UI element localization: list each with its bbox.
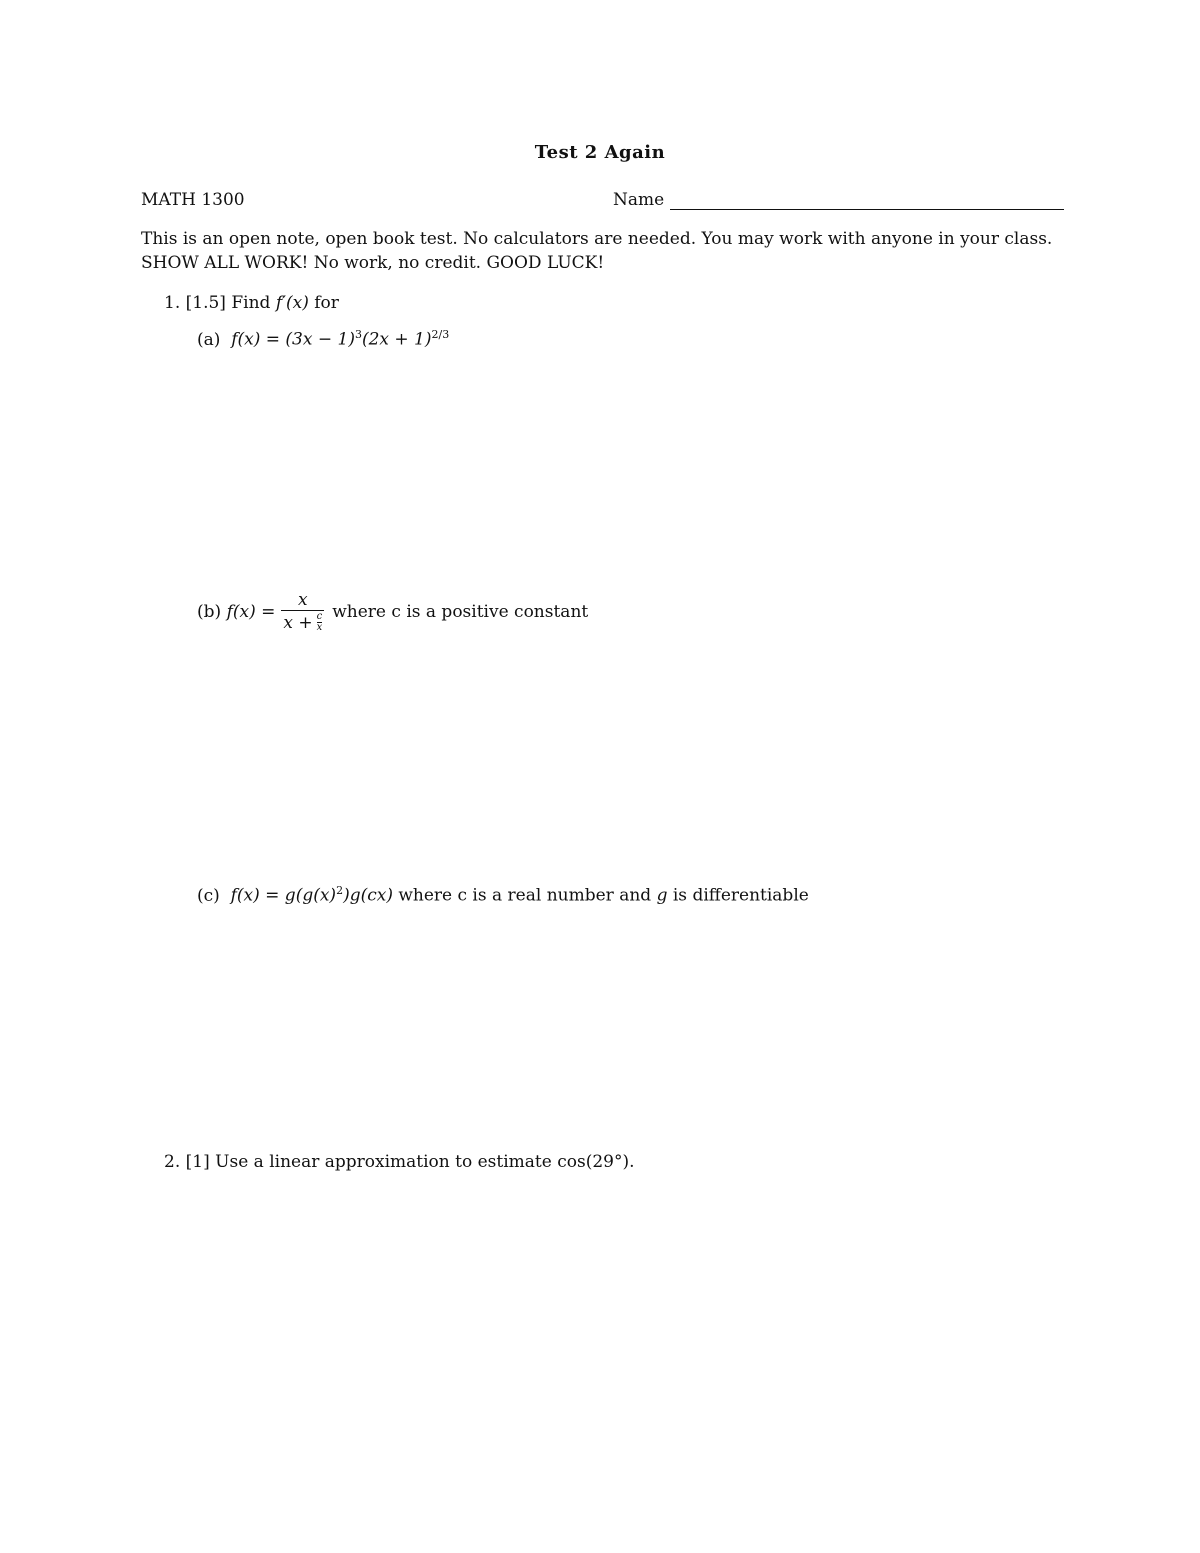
instructions-line-1: This is an open note, open book test. No calculators are needed. You may work with anyone in your class. <box>141 229 1053 249</box>
part-expression-rest: )g(cx) <box>343 885 393 906</box>
part-label: (a) <box>197 329 221 350</box>
part-trailing-variable: g <box>656 885 668 906</box>
question-2 <box>164 1152 635 1172</box>
part-expression-lhs: f(x) = <box>226 601 276 622</box>
exponent: 2 <box>336 884 344 897</box>
small-fraction-denominator: x <box>316 622 323 633</box>
question-1-part-b <box>197 590 588 633</box>
question-points: [1.5] <box>185 293 226 313</box>
course-code: MATH 1300 <box>141 190 245 210</box>
question-1 <box>164 293 339 313</box>
question-prompt: Use a linear approximation to estimate cos(29°). <box>215 1152 635 1172</box>
small-fraction-numerator: c <box>316 611 323 622</box>
question-prompt-prefix: Find <box>231 293 271 313</box>
name-underline[interactable] <box>670 191 1064 210</box>
fraction-denominator <box>281 610 324 633</box>
part-label: (b) <box>197 601 222 622</box>
part-trailing-text-a: where c is a real number and <box>398 885 652 906</box>
exponent: 3 <box>354 328 362 341</box>
fraction <box>281 590 324 633</box>
denominator-text: x + <box>283 612 313 633</box>
small-fraction <box>317 612 323 633</box>
exponent: 2/3 <box>431 328 450 341</box>
question-points: [1] <box>185 1152 210 1172</box>
question-prompt-suffix: for <box>314 293 339 313</box>
part-trailing-text: where c is a positive constant <box>332 601 589 622</box>
name-field[interactable] <box>613 190 1064 210</box>
part-trailing-text-b: is differentiable <box>672 885 809 906</box>
exam-title: Test 2 Again <box>534 142 666 163</box>
part-expression-mid: (2x + 1) <box>361 329 432 350</box>
fraction-numerator: x <box>298 590 308 610</box>
part-label: (c) <box>197 885 220 906</box>
instructions <box>141 227 1071 275</box>
instructions-line-2: SHOW ALL WORK! No work, no credit. GOOD LUCK! <box>141 253 605 273</box>
question-number: 1. <box>164 293 181 313</box>
question-number: 2. <box>164 1152 181 1172</box>
question-1-part-a <box>197 328 449 350</box>
part-expression-lhs: f(x) = g(g(x) <box>230 885 337 906</box>
question-prompt-expr: f′(x) <box>275 293 309 313</box>
part-expression-lhs: f(x) = (3x − 1) <box>231 329 355 350</box>
question-1-part-c <box>197 884 809 906</box>
name-label: Name <box>613 190 665 210</box>
